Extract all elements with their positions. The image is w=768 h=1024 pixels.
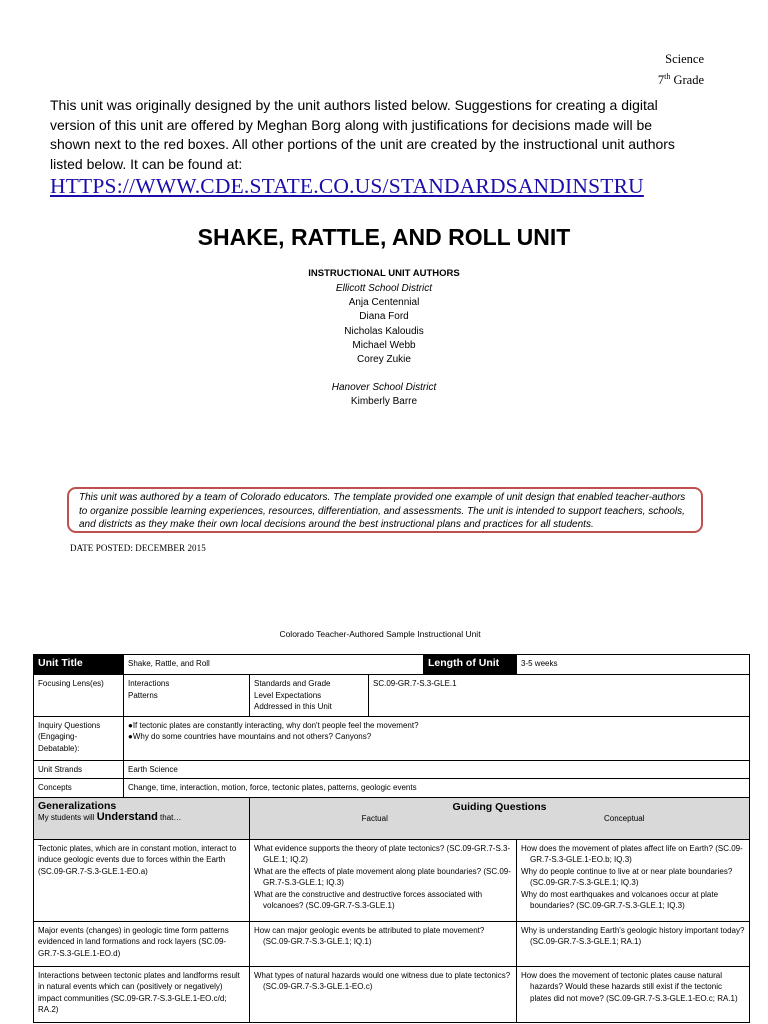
strands-label: Unit Strands [34, 760, 124, 779]
inquiry-label: Inquiry Questions (Engaging- Debatable): [34, 716, 124, 760]
author-name: Michael Webb [352, 339, 416, 351]
concepts-label: Concepts [34, 779, 124, 798]
intro-paragraph: This unit was originally designed by the unit authors listed below. Suggestions for creating a digital version of this unit are offered by Meghan Borg along with justifications for decisions made will be shown next to the red boxes. All other portions of the unit are created by the instructional unit authors listed below. It can be found at: [50, 97, 675, 172]
table-header-row [34, 797, 750, 839]
subject-label: Science [665, 52, 704, 66]
inquiry-questions: ●If tectonic plates are constantly interacting, why don't people feel the movement? ●Why do some countries have mountains and not others? Canyons? [124, 716, 750, 760]
table-row [34, 675, 750, 717]
table-row [34, 779, 750, 798]
factual-cell: How can major geologic events be attributed to plate movement? (SC.09-GR.7-S.3-GLE.1; IQ.1) [250, 921, 517, 966]
unit-title-label: Unit Title [34, 655, 124, 675]
generalization-cell: Tectonic plates, which are in constant motion, interact to induce geologic events due to forces within the Earth (SC.09-GR.7-S.3-GLE.1-EO.a) [34, 839, 250, 921]
generalizations-header: Generalizations My students will Understand that… [34, 797, 250, 839]
table-caption: Colorado Teacher-Authored Sample Instructional Unit [279, 629, 481, 639]
district-name: Hanover School District [331, 382, 437, 394]
author-name: Diana Ford [359, 311, 409, 323]
focusing-values: Interactions Patterns [124, 675, 250, 717]
length-label: Length of Unit [424, 655, 517, 675]
authors-list [0, 282, 768, 410]
table-row [34, 655, 750, 675]
conceptual-cell: How does the movement of tectonic plates cause natural hazards? Would these hazards still exist if the tectonic plates did not move? (SC.09-GR.7-S.3-GLE.1-EO.c; RA.1) [517, 966, 750, 1022]
generalization-cell: Major events (changes) in geologic time form patterns evidenced in land formations and rock layers (SC.09-GR.7-S.3-GLE.1-EO.d) [34, 921, 250, 966]
table-row [34, 839, 750, 921]
factual-cell: What evidence supports the theory of plate tectonics? (SC.09-GR.7-S.3-GLE.1; IQ.2) What are the effects of plate movement along plate boundaries? (SC.09-GR.7-S.3-GLE.1; IQ.3) What are the constructive and destructive forces associated with volcanoes? (SC.09-GR.7-S.3-GLE.1) [250, 839, 517, 921]
authors-heading: INSTRUCTIONAL UNIT AUTHORS [308, 268, 460, 279]
page-title: SHAKE, RATTLE, AND ROLL UNIT [197, 224, 571, 250]
conceptual-cell: How does the movement of plates affect life on Earth? (SC.09-GR.7-S.3-GLE.1-EO.b; IQ.3) Why do people continue to live at or near plate boundaries? (SC.09-GR.7-S.3-GLE.1; IQ.3) Why do most earthquakes and volcanoes occur at plate boundaries? (SC.09-GR.7-S.3-GLE.1; IQ.3) [517, 839, 750, 921]
concepts-value: Change, time, interaction, motion, force, tectonic plates, patterns, geologic events [124, 779, 750, 798]
table-row [34, 921, 750, 966]
author-name: Corey Zukie [357, 354, 411, 366]
focusing-label: Focusing Lens(es) [34, 675, 124, 717]
author-name: Anja Centennial [348, 297, 420, 309]
strands-value: Earth Science [124, 760, 750, 779]
length-value: 3-5 weeks [517, 655, 750, 675]
district-name: Ellicott School District [335, 283, 433, 294]
unit-title-value: Shake, Rattle, and Roll [124, 655, 424, 675]
conceptual-cell: Why is understanding Earth's geologic history important today? (SC.09-GR.7-S.3-GLE.1; RA.1) [517, 921, 750, 966]
grade-label: 7th Grade [657, 72, 704, 88]
author-name: Nicholas Kaloudis [344, 325, 424, 337]
subject-grade [658, 50, 704, 89]
guiding-questions-header: Guiding Questions Factual Conceptual [250, 797, 750, 839]
standards-label: Standards and Grade Level Expectations Addressed in this Unit [250, 675, 369, 717]
factual-cell: What types of natural hazards would one witness due to plate tectonics? (SC.09-GR.7-S.3-GLE.1-EO.c) [250, 966, 517, 1022]
date-posted: DATE POSTED: DECEMBER 2015 [70, 543, 206, 553]
unit-overview-table [33, 654, 750, 1023]
author-name: Kimberly Barre [350, 396, 418, 408]
authorship-note: This unit was authored by a team of Colorado educators. The template provided one example of unit design that enabled teacher-authors to organize possible learning experiences, resources, differentiation, and assessments. The unit is intended to support teachers, schools, and districts as they make their own local decisions around the best instructional plans and practices for all students. [67, 487, 703, 533]
source-link[interactable]: HTTPS://WWW.CDE.STATE.CO.US/STANDARDSANDINSTRU [50, 174, 644, 198]
table-row [34, 966, 750, 1022]
conceptual-header: Conceptual [604, 814, 645, 823]
table-row [34, 716, 750, 760]
standards-value: SC.09-GR.7-S.3-GLE.1 [369, 675, 750, 717]
factual-header: Factual [361, 814, 388, 823]
table-row [34, 760, 750, 779]
generalization-cell: Interactions between tectonic plates and landforms result in natural events which can (positively or negatively) impact communities (SC.09-GR.7-S.3-GLE.1-EO.c/d; RA.2) [34, 966, 250, 1022]
